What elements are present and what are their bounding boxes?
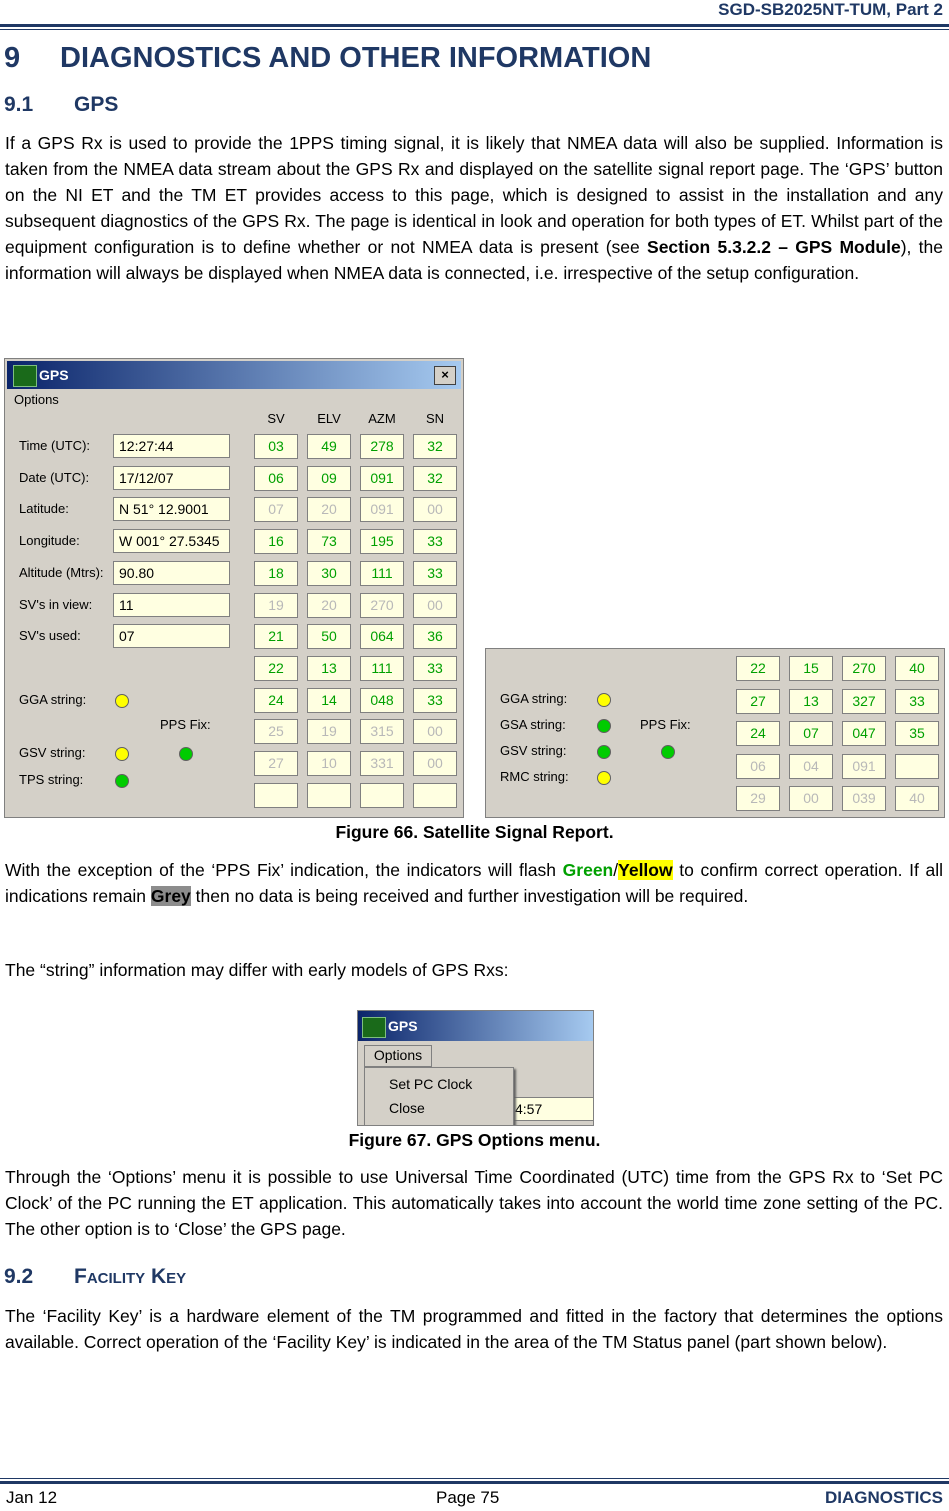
satellite-cell: 195: [360, 529, 404, 554]
section-number: 9.1: [4, 93, 34, 116]
satellite-cell: 091: [842, 754, 886, 779]
options-menu[interactable]: Options: [364, 1045, 432, 1067]
green-label: Green: [562, 860, 614, 880]
gps-title-bar: [358, 1011, 593, 1041]
gga-indicator-icon: [597, 693, 611, 707]
satellite-cell: 24: [736, 721, 780, 746]
footer-rule-thin: [0, 1478, 949, 1479]
column-header: SV: [267, 411, 285, 426]
yellow-label: Yellow: [618, 860, 673, 880]
pps-fix-label: PPS Fix:: [640, 717, 691, 732]
satellite-cell: 25: [254, 719, 298, 744]
tps-string-label: TPS string:: [19, 772, 84, 787]
window-title: GPS: [388, 1018, 418, 1034]
satellite-cell: 35: [895, 721, 939, 746]
satellite-cell: 27: [254, 751, 298, 776]
satellite-cell: 10: [307, 751, 351, 776]
section-number: 9.2: [4, 1265, 34, 1288]
satellite-cell: 30: [307, 561, 351, 586]
field-label: SV's in view:: [19, 596, 93, 612]
satellite-cell: 00: [413, 719, 457, 744]
satellite-cell: [307, 783, 351, 808]
satellite-cell: [360, 783, 404, 808]
field-value: 07: [113, 624, 230, 648]
text-run: If a GPS Rx is used to provide the 1PPS timing signal, it is likely that NMEA data will also be supplied. Information is taken from the NMEA data stream about the GPS Rx and displayed on the satellite signal report page. The ‘GPS’ button on the NI ET and the TM ET provides access to this page, which is designed to assist in the installation and any subsequent diagnostics of the GPS Rx. The page is identical in look and operation for both types of ET. Whilst part of the equipment configuration is to define whether or not NMEA data is present (see: [5, 133, 943, 257]
footer-section: DIAGNOSTICS: [824, 1488, 943, 1507]
satellite-cell: 327: [842, 689, 886, 714]
satellite-cell: 091: [360, 497, 404, 522]
gps-window-alt-panel: [485, 648, 945, 818]
satellite-cell: 00: [413, 497, 457, 522]
satellite-cell: 33: [895, 689, 939, 714]
field-value: 12:27:44: [113, 434, 230, 458]
satellite-cell: 22: [736, 656, 780, 681]
satellite-cell: 15: [789, 656, 833, 681]
satellite-cell: 19: [254, 593, 298, 618]
gsa-string-label: GSA string:: [500, 717, 566, 732]
satellite-cell: 111: [360, 561, 404, 586]
gps-title-bar: [7, 361, 461, 389]
section-title: DIAGNOSTICS AND OTHER INFORMATION: [60, 42, 652, 74]
time-field: 4:57: [510, 1097, 594, 1121]
satellite-cell: 49: [307, 434, 351, 459]
satellite-cell: 50: [307, 624, 351, 649]
satellite-cell: [895, 754, 939, 779]
satellite-cell: 06: [254, 466, 298, 491]
satellite-cell: 270: [842, 656, 886, 681]
satellite-cell: 73: [307, 529, 351, 554]
satellite-cell: 33: [413, 529, 457, 554]
window-title: GPS: [39, 367, 69, 383]
column-header: ELV: [317, 411, 341, 426]
rmc-indicator-icon: [597, 771, 611, 785]
satellite-cell: 00: [413, 751, 457, 776]
header-rule: [0, 24, 949, 27]
section-9-1-heading: [4, 93, 118, 117]
options-dropdown: [364, 1067, 514, 1126]
satellite-cell: 07: [254, 497, 298, 522]
set-pc-clock-menu-item[interactable]: Set PC Clock: [389, 1076, 473, 1092]
satellite-cell: 047: [842, 721, 886, 746]
satellite-cell: 40: [895, 786, 939, 811]
section-number: 9: [4, 42, 21, 74]
field-label: SV's used:: [19, 628, 81, 644]
options-menu[interactable]: Options: [14, 392, 59, 407]
close-button[interactable]: ×: [434, 366, 456, 385]
field-value: 11: [113, 593, 230, 617]
field-label: Latitude:: [19, 501, 69, 517]
satellite-cell: [413, 783, 457, 808]
rmc-string-label: RMC string:: [500, 769, 569, 784]
gsv-indicator-icon: [597, 745, 611, 759]
section-title: Facility Key: [74, 1265, 187, 1288]
field-value: W 001° 27.5345: [113, 529, 230, 553]
gga-string-label: GGA string:: [19, 692, 87, 707]
pps-fix-label: PPS Fix:: [160, 717, 211, 732]
satellite-cell: 00: [413, 593, 457, 618]
satellite-cell: 40: [895, 656, 939, 681]
footer-rule: [0, 1481, 949, 1484]
tps-indicator-icon: [115, 774, 129, 788]
figure-67-caption: Figure 67. GPS Options menu.: [348, 1130, 601, 1150]
section-9-2-heading: [4, 1265, 186, 1289]
app-logo-icon: [362, 1017, 386, 1038]
app-logo-icon: [13, 365, 37, 387]
satellite-cell: 04: [789, 754, 833, 779]
indicator-paragraph: [5, 857, 943, 909]
section-reference: Section 5.3.2.2 – GPS Module: [647, 237, 901, 257]
satellite-cell: 29: [736, 786, 780, 811]
satellite-cell: 09: [307, 466, 351, 491]
satellite-cell: 20: [307, 593, 351, 618]
pps-indicator-icon: [661, 745, 675, 759]
gga-string-label: GGA string:: [500, 691, 568, 706]
satellite-cell: 36: [413, 624, 457, 649]
field-label: Time (UTC):: [19, 438, 91, 453]
section-9-heading: [4, 42, 651, 75]
close-menu-item[interactable]: Close: [389, 1100, 425, 1116]
gsv-indicator-icon: [115, 747, 129, 761]
column-header: SN: [425, 411, 445, 426]
satellite-cell: 13: [307, 656, 351, 681]
gps-window: [4, 358, 464, 818]
text-run: then no data is being received and further investigation will be required.: [190, 886, 749, 906]
satellite-cell: 14: [307, 688, 351, 713]
satellite-cell: 03: [254, 434, 298, 459]
satellite-cell: 270: [360, 593, 404, 618]
satellite-cell: 00: [789, 786, 833, 811]
satellite-cell: 18: [254, 561, 298, 586]
field-label: Date (UTC):: [19, 469, 90, 485]
gsa-indicator-icon: [597, 719, 611, 733]
satellite-cell: 331: [360, 751, 404, 776]
satellite-cell: 278: [360, 434, 404, 459]
satellite-cell: 27: [736, 689, 780, 714]
satellite-cell: 064: [360, 624, 404, 649]
gga-indicator-icon: [115, 694, 129, 708]
text-run: /: [613, 860, 619, 880]
satellite-cell: 091: [360, 466, 404, 491]
satellite-cell: 33: [413, 656, 457, 681]
satellite-cell: 16: [254, 529, 298, 554]
field-label: Altitude (Mtrs):: [19, 564, 104, 580]
satellite-cell: 19: [307, 719, 351, 744]
satellite-cell: 32: [413, 434, 457, 459]
field-value: 90.80: [113, 561, 230, 585]
field-value: 17/12/07: [113, 466, 230, 490]
satellite-cell: 06: [736, 754, 780, 779]
satellite-cell: [254, 783, 298, 808]
satellite-cell: 07: [789, 721, 833, 746]
satellite-cell: 048: [360, 688, 404, 713]
gps-intro-paragraph: [5, 130, 943, 286]
field-value: N 51° 12.9001: [113, 497, 230, 521]
text-run: With the exception of the ‘PPS Fix’ indication, the indicators will flash: [5, 860, 563, 880]
header-rule-thin: [0, 29, 949, 30]
satellite-cell: 24: [254, 688, 298, 713]
grey-label: Grey: [150, 886, 191, 906]
satellite-cell: 33: [413, 561, 457, 586]
gps-options-window: [357, 1010, 594, 1126]
column-header: AZM: [368, 411, 396, 426]
text-run: to confirm correct operation. If all indications remain: [5, 860, 943, 906]
satellite-cell: 111: [360, 656, 404, 681]
pps-indicator-icon: [179, 747, 193, 761]
satellite-cell: 22: [254, 656, 298, 681]
satellite-cell: 13: [789, 689, 833, 714]
text-run: ), the information will always be displayed when NMEA data is connected, i.e. irrespective of the setup configuration.: [5, 237, 943, 283]
facility-key-paragraph: The ‘Facility Key’ is a hardware element of the TM programmed and fitted in the factory that determines the options available. Correct operation of the ‘Facility Key’ is indicated in the area of the TM Status panel (part shown below).: [5, 1306, 943, 1352]
satellite-cell: 039: [842, 786, 886, 811]
satellite-cell: 33: [413, 688, 457, 713]
options-paragraph: Through the ‘Options’ menu it is possible to use Universal Time Coordinated (UTC) time from the GPS Rx to ‘Set PC Clock’ of the PC running the ET application. This automatically takes into account the world time zone setting of the PC. The other option is to ‘Close’ the GPS page.: [5, 1167, 943, 1239]
gsv-string-label: GSV string:: [19, 745, 86, 760]
figure-66-caption: Figure 66. Satellite Signal Report.: [335, 822, 614, 842]
footer-page-number: Page 75: [436, 1488, 500, 1507]
satellite-cell: 315: [360, 719, 404, 744]
string-info-paragraph: The “string” information may differ with early models of GPS Rxs:: [5, 960, 509, 980]
satellite-cell: 32: [413, 466, 457, 491]
section-title: GPS: [74, 93, 119, 116]
gsv-string-label: GSV string:: [500, 743, 567, 758]
document-id: SGD-SB2025NT-TUM, Part 2: [718, 0, 943, 19]
satellite-cell: 21: [254, 624, 298, 649]
footer-date: Jan 12: [6, 1488, 58, 1507]
field-label: Longitude:: [19, 533, 80, 549]
satellite-cell: 20: [307, 497, 351, 522]
